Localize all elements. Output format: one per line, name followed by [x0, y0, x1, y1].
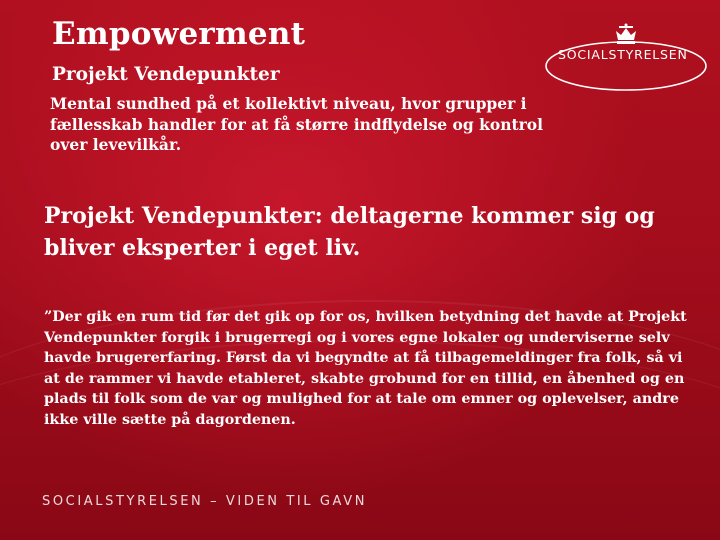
slide-quote: ”Der gik en rum tid før det gik op for os, hvilken betydning det havde at Projekt Vendepunkter forgik i brugerregi og i vores egne lokaler og underviserne selv havde brugererfaring. Først da vi begyndte at få tilbagemeldinger fra folk, så vi at de rammer vi havde etableret, skabte grobund for en tillid, en åbenhed og en plads til folk som de var og mulighed for at tale om emner og oplevelser, andre ikke ville sætte på dagordenen.: [44, 309, 687, 428]
slide-subtitle: Projekt Vendepunkter: [52, 64, 280, 85]
logo-text: SOCIALSTYRELSEN: [558, 47, 688, 62]
slide-title: Empowerment: [52, 16, 306, 52]
crown-icon: [616, 24, 636, 45]
slide-heading: Projekt Vendepunkter: deltagerne kommer sig og bliver eksperter i eget liv.: [44, 203, 655, 261]
footer-tagline: SOCIALSTYRELSEN – VIDEN TIL GAVN: [42, 494, 368, 509]
slide-description: Mental sundhed på et kollektivt niveau, hvor grupper i fællesskab handler for at få større indflydelse og kontrol over levevilkår.: [50, 94, 544, 154]
